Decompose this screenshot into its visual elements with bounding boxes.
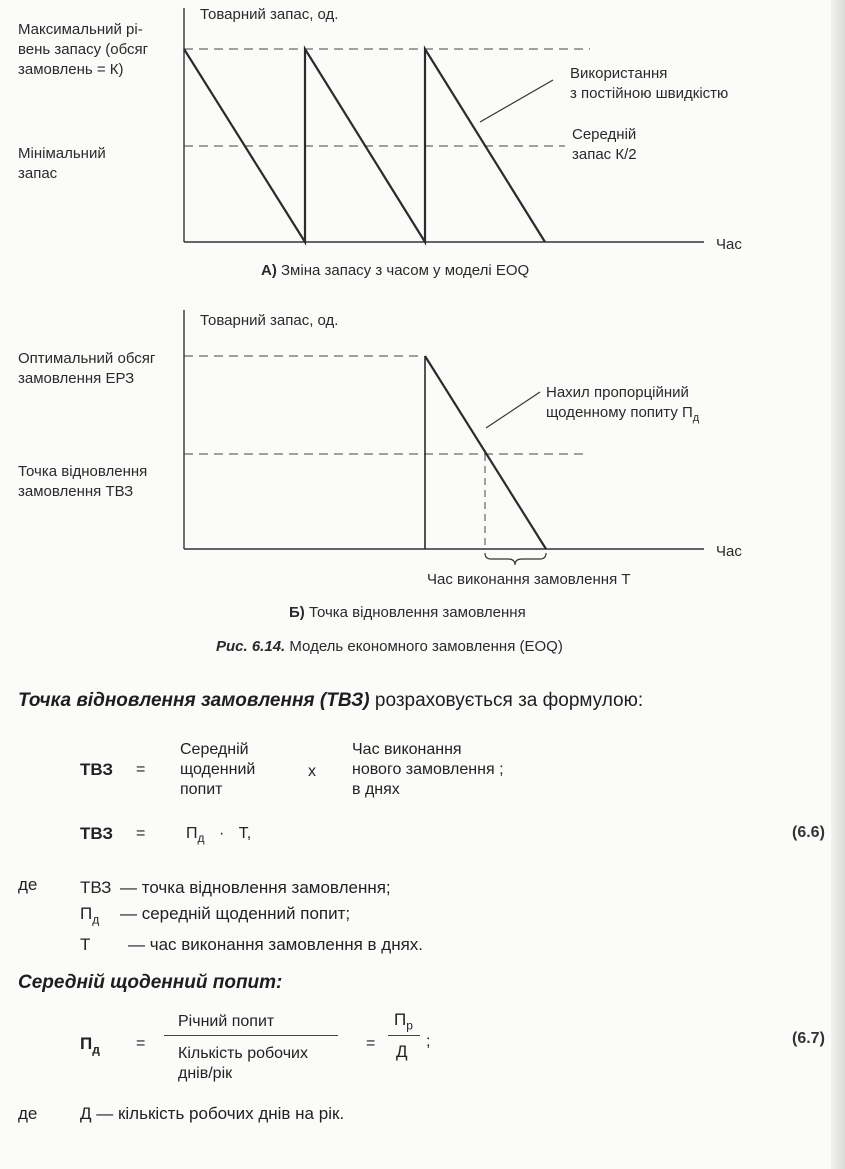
paragraph-avg-demand: Середній щоденний попит:: [18, 972, 283, 993]
formula1-times: x: [308, 763, 316, 780]
fig-b-leadtime-label: Час виконання замовлення Т: [427, 571, 631, 588]
fig-b-y-axis-label: Товарний запас, од.: [200, 312, 339, 329]
formula-line: днів/рік: [178, 1065, 233, 1082]
formula1-eq: =: [136, 761, 146, 778]
formula-line: Середній: [180, 741, 249, 758]
formula-line: нового замовлення ;: [352, 761, 504, 778]
operator: ·: [218, 825, 225, 842]
where-row: [80, 932, 423, 958]
fig-a-min-level-label: [18, 144, 106, 184]
formula1-col2: [352, 740, 504, 800]
label-line: Максимальний рі-: [18, 21, 143, 38]
formula3-denominator: [178, 1044, 308, 1084]
symbol: П: [80, 1034, 93, 1053]
label-line: Нахил пропорційний: [546, 384, 689, 401]
formula3-numerator: Річний попит: [178, 1013, 275, 1030]
caption-text: Точка відновлення замовлення: [308, 604, 526, 621]
label-line: запас К/2: [572, 146, 637, 163]
paragraph-text: розраховується за формулою:: [369, 690, 644, 711]
label-line: [546, 403, 699, 428]
where2-de: де: [18, 1104, 38, 1123]
paragraph-reorder-point: [18, 690, 643, 712]
fig-a-caption: [261, 262, 529, 279]
equation-number-6-6: (6.6): [792, 824, 825, 841]
where1-de: де: [18, 875, 38, 894]
equation-number-6-7: (6.7): [792, 1030, 825, 1047]
formula-line: Кількість робочих: [178, 1045, 308, 1062]
caption-letter: А): [261, 262, 277, 279]
where-row: [80, 875, 423, 901]
caption-letter: Б): [289, 604, 305, 621]
symbol: Т: [80, 935, 91, 955]
subscript: д: [197, 831, 205, 846]
caption-text: Зміна запасу з часом у моделі EOQ: [281, 262, 530, 279]
fig-a-usage-annotation: [570, 64, 728, 104]
formula-line: попит: [180, 781, 223, 798]
fig-b-opt-level-label: [18, 349, 155, 389]
label-line: Використання: [570, 65, 668, 82]
label-line: замовлень = К): [18, 61, 124, 78]
label-subscript: д: [692, 412, 700, 424]
label-line: вень запасу (обсяг: [18, 41, 149, 58]
label-line: запас: [18, 165, 58, 182]
fig-a-max-level-label: [18, 20, 148, 80]
label-line: з постійною швидкістю: [570, 85, 729, 102]
fig-b-slope-pointer: [486, 392, 540, 428]
formula2-rhs: [186, 824, 251, 848]
figure-caption-text: Модель економного замовлення (EOQ): [289, 638, 563, 655]
formula2-eq: =: [136, 825, 146, 842]
label-line: Середній: [572, 126, 637, 143]
label-line: Мінімальний: [18, 145, 106, 162]
formula-line: Час виконання: [352, 741, 462, 758]
formula3-denominator2: Д: [396, 1042, 408, 1061]
formula-line: щоденний: [180, 761, 256, 778]
fig-a-y-axis-label: Товарний запас, од.: [200, 6, 339, 23]
subscript: д: [92, 1042, 100, 1057]
subscript: р: [406, 1018, 413, 1033]
where1-list: [80, 875, 423, 958]
where-row: [80, 901, 423, 932]
fig-a-usage-pointer: [480, 80, 553, 122]
label-text: щоденному попиту П: [546, 404, 693, 421]
fig-b-reorder-level-label: [18, 462, 147, 502]
formula3-semicolon: ;: [426, 1033, 431, 1050]
definition: — середній щоденний попит;: [120, 904, 351, 923]
fig-b-leadtime-brace: [485, 553, 546, 565]
figure-number: Рис. 6.14.: [216, 638, 286, 655]
label-line: замовлення ЕРЗ: [18, 370, 135, 387]
fig-a-x-axis-label: Час: [716, 236, 742, 253]
formula1-lhs: ТВЗ: [80, 760, 114, 779]
term: Точка відновлення замовлення (ТВЗ): [18, 690, 370, 711]
subscript: д: [92, 912, 100, 927]
formula3-eq: =: [136, 1035, 146, 1052]
formula3-eq2: =: [366, 1035, 376, 1052]
definition: — час виконання замовлення в днях.: [128, 935, 424, 955]
symbol: Т,: [238, 825, 252, 842]
formula3-numerator2: [394, 1010, 413, 1035]
label-line: Точка відновлення: [18, 463, 148, 480]
formula1-col1: [180, 740, 255, 800]
definition: — точка відновлення замовлення;: [120, 878, 391, 897]
figure-caption: [216, 638, 563, 655]
fig-b-caption: [289, 604, 526, 621]
fig-b-slope-annotation: [546, 383, 699, 428]
label-line: замовлення ТВЗ: [18, 483, 134, 500]
symbol: ТВЗ: [80, 878, 112, 897]
formula3-lhs: [80, 1034, 100, 1056]
fraction-bar: [164, 1035, 338, 1036]
where2-text: Д — кількість робочих днів на рік.: [80, 1104, 345, 1123]
formula2-lhs: ТВЗ: [80, 824, 114, 843]
fraction-bar-2: [388, 1035, 420, 1036]
fig-b-x-axis-label: Час: [716, 543, 742, 560]
symbol: П: [186, 825, 198, 842]
formula-line: в днях: [352, 781, 400, 798]
label-line: Оптимальний обсяг: [18, 350, 156, 367]
symbol: П: [394, 1010, 407, 1029]
fig-a-avg-annotation: [572, 125, 637, 165]
page-edge-shadow: [831, 0, 845, 1169]
symbol: П: [80, 904, 93, 923]
